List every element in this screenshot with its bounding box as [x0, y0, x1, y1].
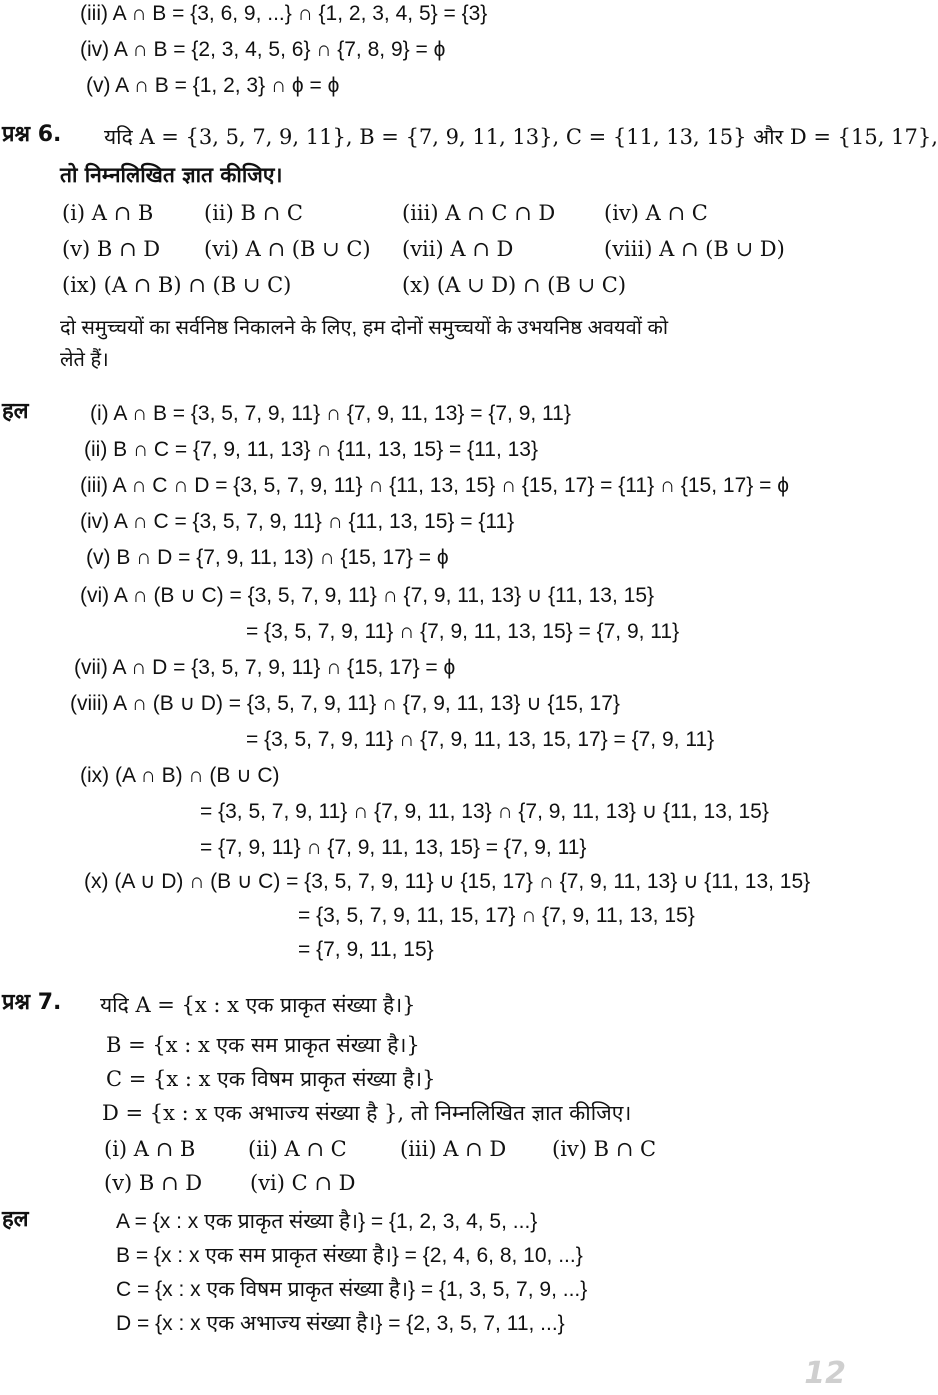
sol6-line-iii: (iii) A ∩ C ∩ D = {3, 5, 7, 9, 11} ∩ {11, 13, 15} ∩ {15, 17} = {11} ∩ {15, 17} = ϕ	[80, 474, 789, 497]
sol6-line-v: (v) B ∩ D = {7, 9, 11, 13) ∩ {15, 17} = ϕ	[86, 546, 449, 569]
q7-line-d: D = {x : x एक अभाज्य संख्या है }, तो निम्नलिखित ज्ञात कीजिए।	[102, 1101, 632, 1125]
q7-part-iii: (iii) A ∩ D	[400, 1137, 507, 1161]
sol6-line-vi: (vi) A ∩ (B ∪ C) = {3, 5, 7, 9, 11} ∩ {7, 9, 11, 13} ∪ {11, 13, 15}	[80, 584, 655, 607]
q7-label	[2, 988, 61, 1018]
sol6-line-ii: (ii) B ∩ C = {7, 9, 11, 13} ∩ {11, 13, 15} = {11, 13}	[84, 438, 539, 461]
q7-part-v: (v) B ∩ D	[104, 1171, 203, 1195]
sol6-line-x-cont-1: = {3, 5, 7, 9, 11, 15, 17} ∩ {7, 9, 11, 13, 15}	[298, 904, 695, 927]
q6-note-1: दो समुच्चयों का सर्वनिष्ठ निकालने के लिए, हम दोनों समुच्चयों के उभयनिष्ठ अवयवों को	[60, 317, 669, 339]
q6-part-iv: (iv) A ∩ C	[604, 201, 708, 225]
sol7-line-d: D = {x : x एक अभाज्य संख्या है।} = {2, 3, 5, 7, 11, ...}	[116, 1312, 565, 1335]
sol6-line-ix-cont-2: = {7, 9, 11} ∩ {7, 9, 11, 13, 15} = {7, 9, 11}	[200, 836, 587, 859]
q7-part-iv: (iv) B ∩ C	[552, 1137, 657, 1161]
q6-part-i: (i) A ∩ B	[62, 201, 154, 225]
sol6-line-viii-cont: = {3, 5, 7, 9, 11} ∩ {7, 9, 11, 13, 15, 17} = {7, 9, 11}	[246, 728, 715, 751]
q6-part-x: (x) (A ∪ D) ∩ (B ∪ C)	[402, 273, 627, 297]
top-line-v: (v) A ∩ B = {1, 2, 3} ∩ ϕ = ϕ	[86, 74, 340, 97]
q7-line-a: यदि A = {x : x एक प्राकृत संख्या है।}	[100, 993, 416, 1017]
sol7-label: हल	[2, 1207, 29, 1232]
sol6-line-viii: (viii) A ∩ (B ∪ D) = {3, 5, 7, 9, 11} ∩ {7, 9, 11, 13} ∪ {15, 17}	[70, 692, 620, 715]
page-number: 12	[804, 1356, 846, 1391]
q6-part-iii: (iii) A ∩ C ∩ D	[402, 201, 556, 225]
q7-line-b: B = {x : x एक सम प्राकृत संख्या है।}	[106, 1033, 420, 1057]
q6-label	[2, 120, 61, 150]
q6-part-ii: (ii) B ∩ C	[204, 201, 303, 225]
q7-label-text: प्रश्न 7.	[2, 990, 62, 1015]
q7-line-c: C = {x : x एक विषम प्राकृत संख्या है।}	[106, 1067, 436, 1091]
top-line-iv: (iv) A ∩ B = {2, 3, 4, 5, 6} ∩ {7, 8, 9} = ϕ	[80, 38, 446, 61]
q6-label-text: प्रश्न 6.	[2, 122, 62, 147]
q6-part-vii: (vii) A ∩ D	[402, 237, 514, 261]
sol7-line-b: B = {x : x एक सम प्राकृत संख्या है।} = {2, 4, 6, 8, 10, ...}	[116, 1244, 583, 1267]
q6-note-2: लेते हैं।	[60, 349, 109, 371]
sol6-line-ix-cont-1: = {3, 5, 7, 9, 11} ∩ {7, 9, 11, 13} ∩ {7, 9, 11, 13} ∪ {11, 13, 15}	[200, 800, 769, 823]
q6-statement-1: यदि A = {3, 5, 7, 9, 11}, B = {7, 9, 11, 13}, C = {11, 13, 15} और D = {15, 17},	[104, 125, 938, 149]
sol6-line-x-cont-2: = {7, 9, 11, 15}	[298, 938, 434, 961]
sol6-label: हल	[2, 399, 29, 424]
sol6-line-iv: (iv) A ∩ C = {3, 5, 7, 9, 11} ∩ {11, 13, 15} = {11}	[80, 510, 515, 533]
q6-statement-2: तो निम्नलिखित ज्ञात कीजिए।	[60, 162, 283, 187]
q6-part-v: (v) B ∩ D	[62, 237, 161, 261]
q6-part-viii: (viii) A ∩ (B ∪ D)	[604, 237, 785, 261]
sol6-line-x: (x) (A ∪ D) ∩ (B ∪ C) = {3, 5, 7, 9, 11} ∪ {15, 17} ∩ {7, 9, 11, 13} ∪ {11, 13, 15}	[84, 870, 811, 893]
sol6-line-vii: (vii) A ∩ D = {3, 5, 7, 9, 11} ∩ {15, 17} = ϕ	[74, 656, 456, 679]
q6-part-vi: (vi) A ∩ (B ∪ C)	[204, 237, 371, 261]
sol7-line-c: C = {x : x एक विषम प्राकृत संख्या है।} = {1, 3, 5, 7, 9, ...}	[116, 1278, 588, 1301]
sol6-line-vi-cont: = {3, 5, 7, 9, 11} ∩ {7, 9, 11, 13, 15} = {7, 9, 11}	[246, 620, 680, 643]
q7-part-i: (i) A ∩ B	[104, 1137, 196, 1161]
sol6-line-ix: (ix) (A ∩ B) ∩ (B ∪ C)	[80, 764, 280, 787]
top-line-iii: (iii) A ∩ B = {3, 6, 9, ...} ∩ {1, 2, 3, 4, 5} = {3}	[80, 2, 488, 25]
q7-part-vi: (vi) C ∩ D	[250, 1171, 356, 1195]
q6-part-ix: (ix) (A ∩ B) ∩ (B ∪ C)	[62, 273, 292, 297]
sol7-line-a: A = {x : x एक प्राकृत संख्या है।} = {1, 2, 3, 4, 5, ...}	[116, 1210, 538, 1233]
q7-part-ii: (ii) A ∩ C	[248, 1137, 347, 1161]
sol6-line-i: (i) A ∩ B = {3, 5, 7, 9, 11} ∩ {7, 9, 11, 13} = {7, 9, 11}	[90, 402, 571, 425]
